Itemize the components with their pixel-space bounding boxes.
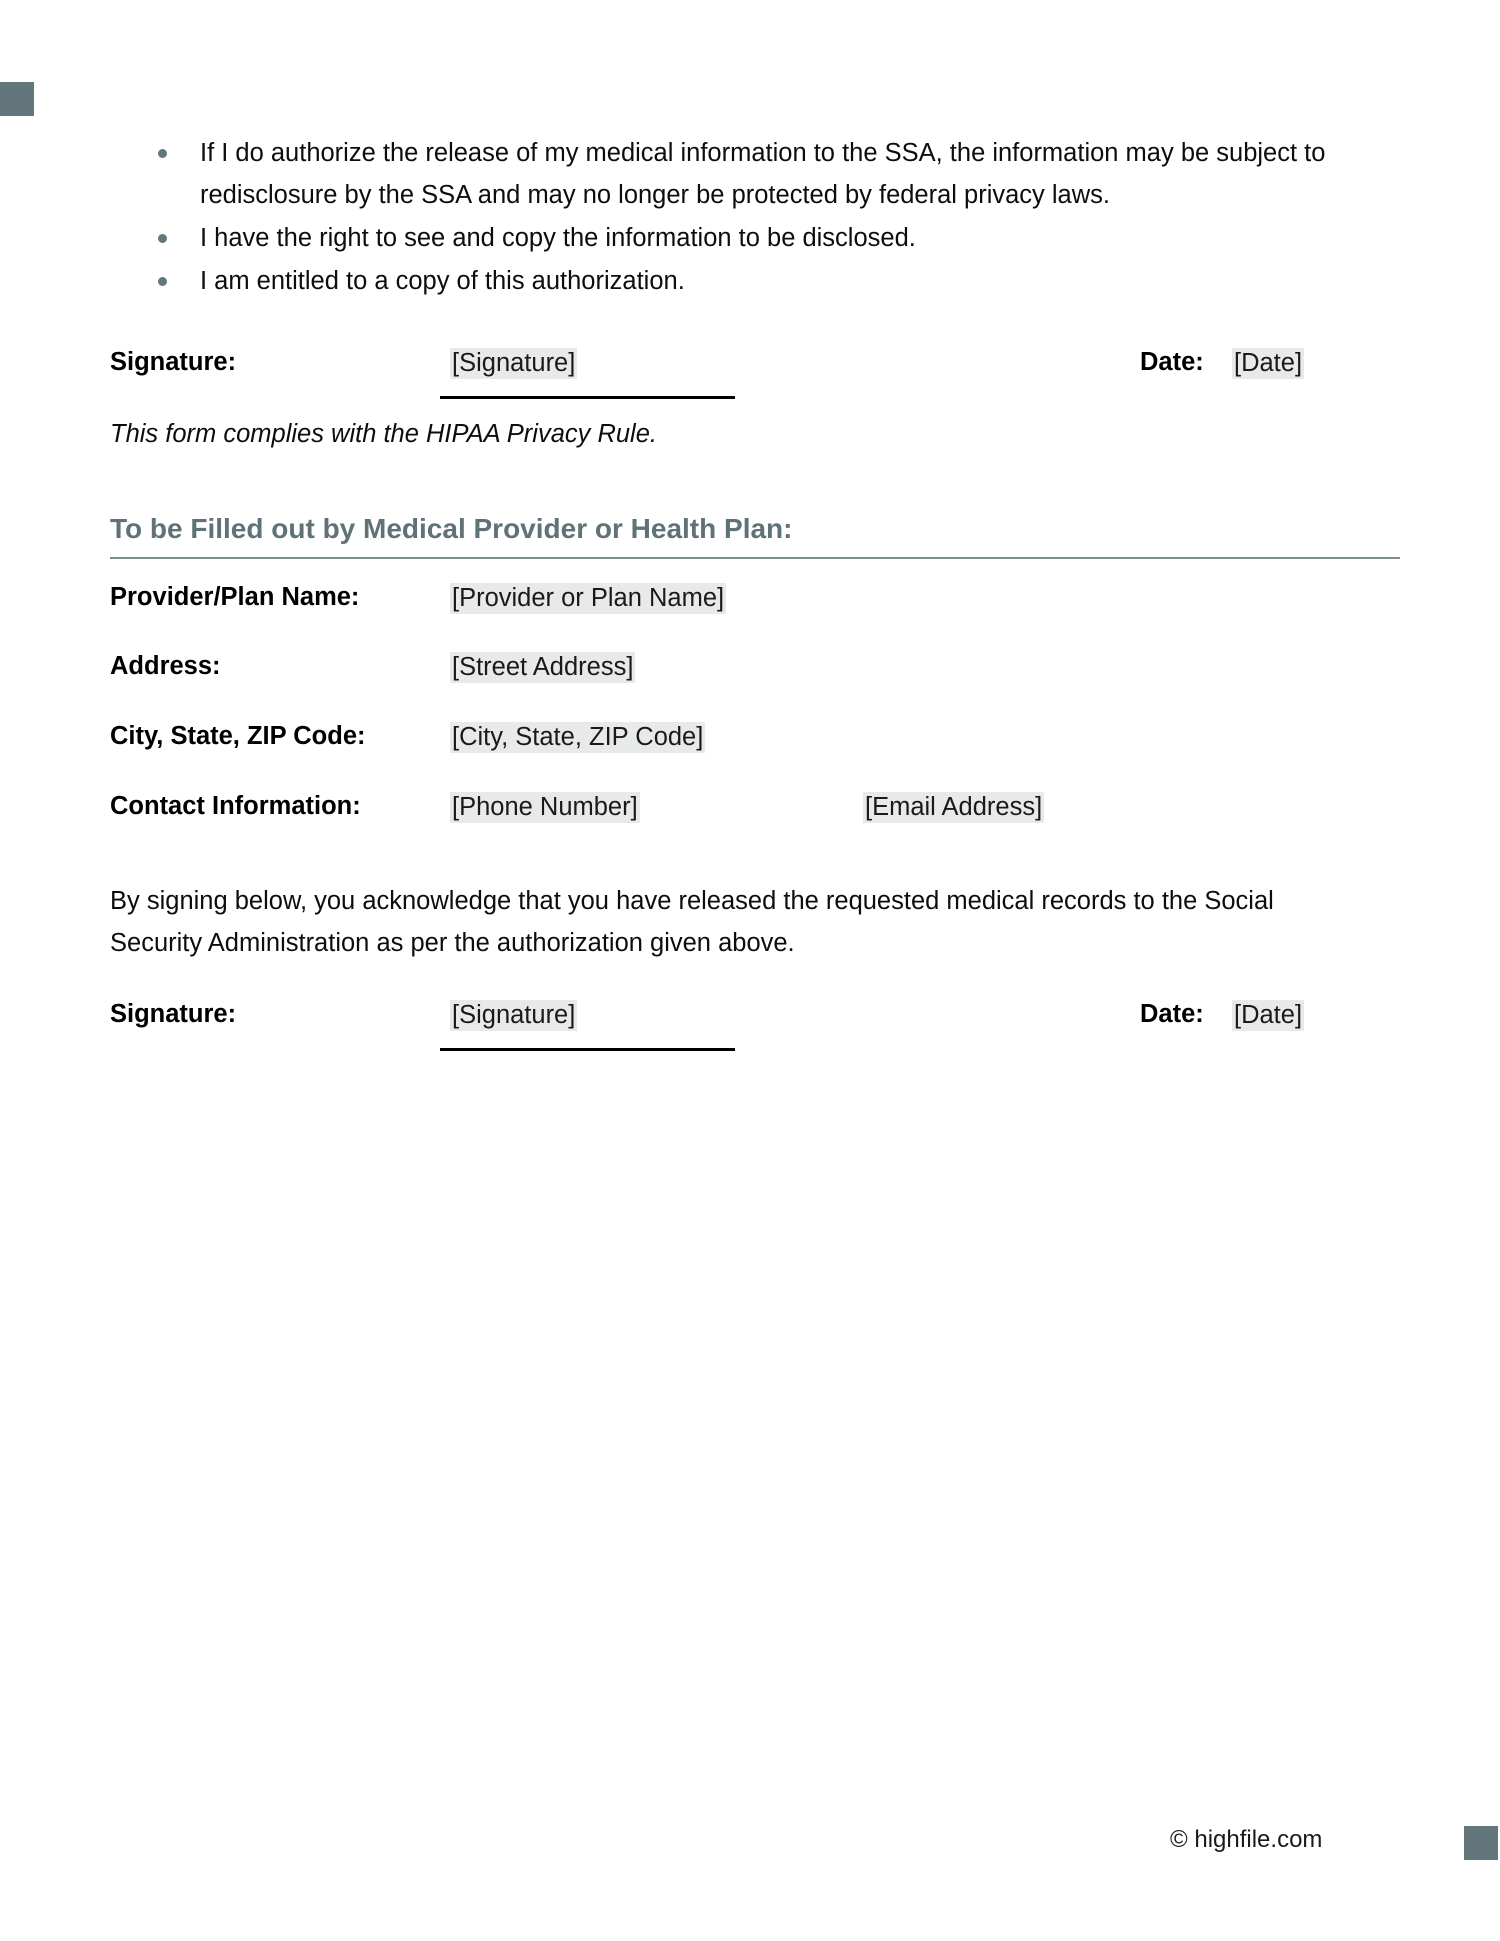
date-label: Date: (1140, 1000, 1204, 1028)
city-state-zip-field[interactable]: [City, State, ZIP Code] (452, 723, 704, 751)
compliance-note: This form complies with the HIPAA Privacy Rule. (110, 420, 657, 448)
phone-number-field[interactable]: [Phone Number] (452, 793, 638, 821)
street-address-field[interactable]: [Street Address] (452, 653, 634, 681)
signature-label: Signature: (110, 348, 237, 376)
signature-row-provider (0, 1000, 1500, 1040)
bullet-dot-icon (158, 277, 167, 286)
field-row-provider-name (0, 583, 1500, 623)
signature-field[interactable]: [Signature] (452, 349, 576, 377)
field-row-address (0, 652, 1500, 692)
signature-label: Signature: (110, 1000, 237, 1028)
field-label: Provider/Plan Name: (110, 583, 360, 611)
signature-field[interactable]: [Signature] (452, 1001, 576, 1029)
list-item (110, 217, 1400, 259)
signature-row-applicant (0, 348, 1500, 388)
notice-text: I am entitled to a copy of this authorization. (200, 267, 685, 295)
acknowledgment-paragraph: By signing below, you acknowledge that you have released the requested medical records to the Social Security Administration as per the authorization given above. (110, 887, 1274, 957)
list-item (110, 260, 1400, 302)
decorative-square-bottom-right (1464, 1826, 1498, 1860)
signature-underline (440, 1048, 735, 1051)
bullet-dot-icon (158, 149, 167, 158)
section-heading-provider: To be Filled out by Medical Provider or Health Plan: (110, 513, 793, 544)
notice-text: If I do authorize the release of my medical information to the SSA, the information may be subject to redisclosure by the SSA and may no longer be protected by federal privacy laws. (200, 139, 1326, 209)
decorative-square-top-left (0, 82, 34, 116)
field-label: City, State, ZIP Code: (110, 722, 366, 750)
list-item (110, 132, 1400, 216)
date-label: Date: (1140, 348, 1204, 376)
notice-text: I have the right to see and copy the information to be disclosed. (200, 224, 916, 252)
field-row-city-state-zip (0, 722, 1500, 762)
notice-bullet-list (110, 132, 1400, 302)
field-label: Contact Information: (110, 792, 361, 820)
date-field[interactable]: [Date] (1234, 1001, 1303, 1029)
field-row-contact-information (0, 792, 1500, 832)
field-label: Address: (110, 652, 221, 680)
bullet-dot-icon (158, 234, 167, 243)
email-address-field[interactable]: [Email Address] (865, 793, 1043, 821)
date-field[interactable]: [Date] (1234, 349, 1303, 377)
footer-credit: © highfile.com (1170, 1826, 1323, 1853)
signature-underline (440, 396, 735, 399)
provider-name-field[interactable]: [Provider or Plan Name] (452, 584, 725, 612)
section-divider (110, 557, 1400, 559)
